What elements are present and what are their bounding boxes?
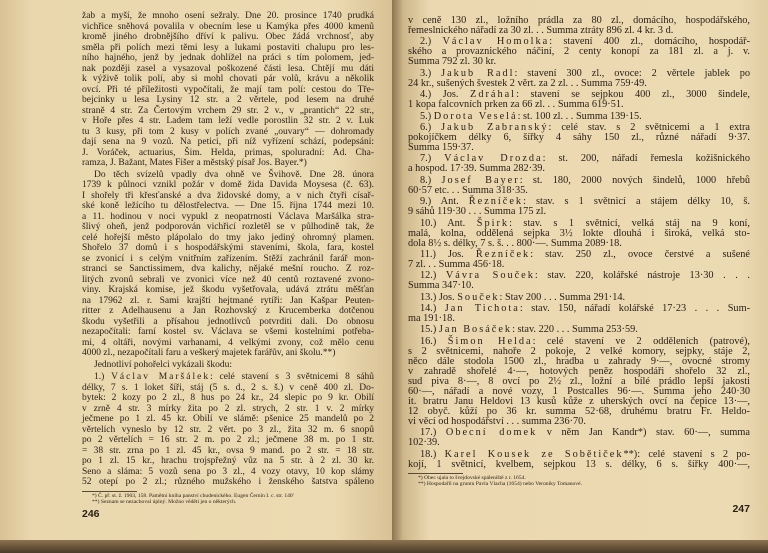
line-text: dají sena na 9 vozů. Na petici, při níž vyřízení schází, podepsáni: <box>82 137 374 147</box>
line-text: Summa 159·37. <box>408 141 474 153</box>
text-line <box>82 64 374 75</box>
damage-entry <box>408 90 750 110</box>
line-text: : stav. s 1 světnicí, velká stáj na 9 koní, <box>509 217 750 229</box>
line-text: : Stav 200 . . . Summa 291·14. <box>499 291 626 303</box>
text-line <box>82 201 374 212</box>
line-text: I shořely tři křesťanské a dva židovské domy, a v nich čtyři císař- <box>82 190 374 201</box>
entry-name: Jakub Zabranský <box>441 121 549 133</box>
line-text: : stavení 400 zl., domácího, hospodář- <box>549 36 750 48</box>
line-text: 1739 k půlnoci vznikl požár v domě žida Davida Moysesa (č. 63). <box>82 180 374 191</box>
text-line <box>408 143 750 153</box>
line-text: v zrně 4 str. 3 mírky žita po 2 zl. strych, 2 str. 1 v. 2 mírky <box>82 403 374 414</box>
line-text: nak později zasel a vysazoval poškozené části lesa. Chtějí mu dáti <box>82 63 374 74</box>
line-text: 60·—, nářadí a nové vozy, 1 Postcalles 96·—. Summa jeho 240·30 <box>408 385 750 397</box>
text-line <box>408 281 750 291</box>
text-line <box>82 285 374 296</box>
line-text: mi, 4 oltáři, novými varhanami, 4 velkými zvony, což mělo cenu <box>82 337 374 348</box>
entry-number: 6.) <box>420 121 432 133</box>
damage-entry <box>408 112 750 122</box>
text-line <box>408 314 750 324</box>
page-number: 247 <box>732 503 750 516</box>
damage-entry <box>408 154 750 174</box>
line-text: a hospod. 17·39. Summa 282·39. <box>408 163 545 175</box>
entry-number: 15.) <box>420 324 437 336</box>
entry-name: Řezníček <box>475 248 531 260</box>
footnote-rule <box>408 473 463 474</box>
text-line <box>82 74 374 85</box>
entry-name: Václav Maršálek <box>111 372 211 383</box>
text-line <box>408 57 750 67</box>
line-text: žab a myší, že mnoho osení sežraly. Dne 20. prosince 1740 prudká <box>82 11 374 21</box>
text-line <box>82 477 374 488</box>
line-text: škodu vyšetřili a přísahou jednotlivců potvrditi dali. Do obnosu <box>82 316 374 327</box>
text-line <box>82 383 374 394</box>
line-text: 4000 zl., nezapočítali faru a veškerý majetek farářův, ani školu.**) <box>82 348 336 359</box>
text-line <box>82 11 374 22</box>
text-line <box>82 275 374 286</box>
text-line <box>82 327 374 338</box>
text-line <box>82 191 374 202</box>
line-text: 52 otepí po 2 zl.; různého mužského i ženského šatstva spáleno <box>82 477 374 488</box>
line-text: = 38 str. zrna po 1 zl. 45 kr., ovsa 9 mand. po 2 str. = 18 str. <box>82 445 374 456</box>
line-text: směla při polích mezi těmi lesy a lukami postaviti chalupu pro les- <box>82 42 374 53</box>
footnote: **) Seznam se nezachoval úplný. Možno věděti jen o některých. <box>92 499 237 506</box>
paragraph <box>408 16 750 36</box>
text-line <box>82 222 374 233</box>
text-line <box>82 348 374 359</box>
text-line <box>82 296 374 307</box>
text-line <box>408 304 750 314</box>
line-text: : stav. 250 zl., ovoce čerstvé a sušené <box>530 248 751 260</box>
entry-number: 11.) Jos. <box>420 248 464 260</box>
text-line <box>408 100 750 110</box>
text-line <box>82 414 374 425</box>
book-edge <box>0 540 768 553</box>
line-text: Jednotliví pohořelci vykázali škodu: <box>94 360 232 371</box>
text-line <box>408 428 750 438</box>
text-line <box>82 32 374 43</box>
paragraph <box>82 360 374 371</box>
line-text: malá, kolna, oddělená sejpka 3½ lokte dlouhá i široká, velká sto- <box>408 227 750 239</box>
left-page-body <box>82 11 374 488</box>
text-line <box>82 467 374 478</box>
entry-number: 12.) <box>420 270 437 282</box>
text-line <box>408 293 750 303</box>
paragraph <box>82 11 374 169</box>
entry-number: 8.) <box>420 174 432 186</box>
line-text: celé hořejší město plápolalo do tmy jako jediný ohromný plamen. <box>82 232 374 243</box>
right-page-body <box>408 16 750 470</box>
line-text: sud piva 8·—, 8 ovcí po 2½ zl., ložní a bílé prádlo lepší jakosti <box>408 375 750 387</box>
line-text: pokojíčkem délky 6, šířky 4 sáhy 150 zl., různé nářadí 9·37. <box>408 131 750 143</box>
line-text: ního hajného, jenž by jednak dohlížel na práci s tím polomem, jed- <box>82 53 374 63</box>
line-text: v zahradě shořelé 4·—, hotových peněz hospodáři shořelo 32 zl., <box>408 365 750 377</box>
line-text: nezapočítali: farní kostel sv. Václava se všemi kostelními potřeba- <box>82 327 374 338</box>
text-line <box>408 207 750 217</box>
line-text: 102·39. <box>408 437 440 449</box>
text-line <box>82 306 374 317</box>
text-line <box>408 112 750 122</box>
text-line <box>82 85 374 96</box>
entry-number: 18.) <box>420 448 437 460</box>
line-text: 7 zl. . . Summa 456·18. <box>408 258 505 270</box>
line-text: kromě jiného drobnějšího dříví k palivu. Obec žádá vrchnosť, aby <box>82 32 374 42</box>
entry-name: Jan Bosáček <box>438 324 513 336</box>
entry-name: Souček <box>457 291 500 303</box>
line-text: ského a provaznického náčiní, 2 centy konopí za 181 zl. a j. v. <box>408 46 750 58</box>
line-text: věrtelích vyneslo by 12 str. 2 věrt. po 3 zl., žita 32 m. 6 snopů <box>82 424 374 435</box>
line-text: Do těch svízelů vpadly dva ohně ve Švihově. Dne 28. února <box>94 169 374 180</box>
text-line <box>82 254 374 265</box>
line-text: po 2 věrtelích = 16 str. 2 m. po 2 zl.; ječmene 38 m. po 1 str. <box>82 435 374 446</box>
line-text: : celé stav. s 2 světnicemi a 1 extra <box>548 121 750 133</box>
entry-number: 7.) <box>420 153 432 165</box>
line-text: ovcí. Při té příležitosti vypočítali, že mají tam polí: cestou do Tře- <box>82 84 374 95</box>
text-line <box>408 164 750 174</box>
text-line <box>82 317 374 328</box>
left-page <box>0 0 392 540</box>
entry-number: 16.) <box>420 335 437 347</box>
line-text: Summa 347·10. <box>408 280 474 292</box>
text-line <box>82 22 374 33</box>
line-text: : st. 200, nářadí řemesla kožišnického <box>542 153 750 165</box>
damage-entry <box>408 250 750 270</box>
text-line <box>82 446 374 457</box>
text-line <box>82 43 374 54</box>
text-line <box>82 264 374 275</box>
text-line <box>82 158 374 169</box>
damage-entry <box>408 197 750 217</box>
entry-number: 14.) <box>420 303 437 315</box>
text-line <box>82 425 374 436</box>
damage-entry <box>408 450 750 470</box>
entry-number: 9.) Ant. <box>420 196 459 208</box>
paragraph <box>82 170 374 359</box>
text-line <box>408 438 750 448</box>
text-line <box>82 212 374 223</box>
text-line <box>82 116 374 127</box>
text-line <box>82 180 374 191</box>
text-line <box>82 338 374 349</box>
line-text: : stavení se sejpkou 400 zl., 3000 šindele, <box>516 89 751 101</box>
line-text: : stavení 300 zl., ovoce: 2 věrtele jablek po <box>514 67 751 79</box>
line-text: ma 191·18. <box>408 313 455 325</box>
line-text: 12 obyč. kůží po 36 kr. summa 52·68, druhému bratru Fr. Heldo- <box>408 405 750 417</box>
entry-name: Jan Tichota <box>444 303 520 315</box>
left-footnotes <box>82 491 374 506</box>
entry-name: Špirk <box>476 217 510 229</box>
line-text: ječmene po 1 zl. 45 kr. Obilí ve slámě: pšenice 25 mandelů po 2 <box>82 414 374 425</box>
text-line <box>82 106 374 117</box>
line-text: bytek: 2 kozy po 2 zl., 8 hus po 24 kr., 24 slepic po 9 kr. Obilí <box>82 393 374 404</box>
left-page-column <box>82 11 374 520</box>
line-text: kojí, 1 světnicí, kvelbem, sejpkou 13 s. délky, 6 s. šířky 400·—, <box>408 458 750 470</box>
line-text: : celé stavení ve 2 odděleních (patrové), <box>532 335 750 347</box>
entry-name: Václav Drozda <box>444 153 543 165</box>
footnote: **) Hospodařil na gruntu Pavla Vlacha (1654) nebo Veroniky Tomanové. <box>418 481 582 488</box>
line-text: ramza, J. Bažant, Mates Fišer a městský písař Jos. Bayer.*) <box>82 158 307 168</box>
line-text: : celé stavení s 3 světnicemi 8 sáhů <box>210 372 375 383</box>
text-line <box>82 148 374 159</box>
text-line <box>408 260 750 270</box>
line-text: řemeslnického nářadí za 30 zl. . . Summa ztráty 896 zl. 4 kr. 3 d. <box>408 25 674 36</box>
text-line <box>82 170 374 181</box>
damage-entry <box>408 325 750 335</box>
line-text: a 11. hodinou v noci vypukl z neopatrnosti Václava Maršálka stra- <box>82 211 374 222</box>
entry-number: 3.) <box>420 67 432 79</box>
entry-number: 10.) Ant. <box>420 217 466 229</box>
line-text: po 1 zl. 15 kr., hrachu trojspřežný vůz na 5 str. à 2 zl. 30 kr. <box>82 456 374 467</box>
line-text: stranci se Sanctissimem, dva kalichy, nějaké mešní roucho. Z roz- <box>82 264 374 275</box>
text-line <box>82 127 374 138</box>
line-text: : stav. 220 . . . Summa 253·59. <box>512 324 638 336</box>
line-text: viny. Krajská komise, jež škodu vyšetřovala, udává ztrátu měšťan <box>82 285 374 296</box>
text-line <box>82 53 374 64</box>
line-text: tu 3 kusy, při tom 2 kusy v polích zvané „ouvary“ — dohromady <box>82 126 374 137</box>
text-line <box>82 435 374 446</box>
damage-entry <box>408 37 750 67</box>
line-text: vichřice sněhová povalila v obecním lese u Kamýka přes 4000 kmenů <box>82 21 374 32</box>
text-line <box>408 460 750 470</box>
line-text: k výživě tolik polí, aby si mohl chovati pár volů, krávu a několik <box>82 74 374 84</box>
line-text: 9 sáhů 119·30 . . . Summa 175 zl. <box>408 206 547 218</box>
line-text: 1 kopa falcovních prken za 66 zl. . . Summa 619·51. <box>408 99 624 111</box>
line-text: dola 8½ s. délky, 7 s. š. . . 800·—. Summa 2089·18. <box>408 237 622 249</box>
footnote: *) Č. př. st. ž. 1903, 158. Pamětní kniha panství chudenického. Eugen Černín I. c. str. 140' <box>92 492 294 499</box>
damage-entry <box>408 337 750 427</box>
text-line <box>82 233 374 244</box>
damage-entry <box>408 304 750 324</box>
line-text: : st. 180, 2000 nových šindelů, 1000 hřebů <box>519 174 750 186</box>
damage-entry <box>408 69 750 89</box>
line-text: J. Voráček, actuarius, Šim. Helda, primas, spoluradní: Ad. Cha- <box>82 147 374 158</box>
page-number: 246 <box>82 508 100 521</box>
damage-entry <box>408 123 750 153</box>
footnote: *) Obec ujala to švejdovské spáleniště z r. 1654. <box>418 474 526 481</box>
line-text: něco dále stodola 1500 zl., hradba u zahrady 9·—, ovocné stromy <box>408 355 750 367</box>
line-text: 24 kr., sušených švestek 2 věrt. za 2 zl. . . Summa 759·49. <box>408 77 647 89</box>
line-text: ritter z Adelhausenu a Jan Rozhovský z Krucemberka dotčenou <box>82 306 374 317</box>
entry-name: Josef Bayer <box>441 174 520 186</box>
entry-name: Řezníček <box>468 196 524 208</box>
text-line <box>82 393 374 404</box>
entry-number: 1.) <box>94 372 105 383</box>
entry-name: Karel Kousek ze Sobětiček <box>444 448 624 460</box>
line-text: : stav. 220, kolářské nástroje 13·30 . . . <box>534 270 750 282</box>
text-line <box>408 325 750 335</box>
line-text: it. bratru Janu Heldovi 13 kusů kůže z uherských ovcí na čepice 13·—, <box>408 395 750 407</box>
line-text: 60·57 etc. . . Summa 318·35. <box>408 184 528 196</box>
entry-number: 13.) Jos. <box>420 291 455 303</box>
text-line <box>408 26 750 36</box>
line-text: v něm Jan Kandr*) stav. 60·—, summa <box>537 427 750 439</box>
line-text: vi věcí od hospodářství . . . summa 236·70. <box>408 415 586 427</box>
line-text: straně 4 str. Za Čertovým vrchem 29 str. 2 v., v „prantich“ 22 str., <box>82 105 374 116</box>
entry-name: Vávra Souček <box>445 270 535 282</box>
entry-number: 2.) <box>420 36 432 48</box>
line-text: : stav. s 1 světnicí a stájem délky 10, š. <box>523 196 750 208</box>
text-line <box>82 456 374 467</box>
entry-number: 4.) Jos. <box>420 89 459 101</box>
damage-entry <box>408 271 750 291</box>
entry-name: Václav Homolka <box>442 36 550 48</box>
right-page <box>392 0 768 540</box>
line-text: na 17962 zl. r. Sami krajští hejtmané rytíři: Jan Kašpar Peuten- <box>82 295 374 306</box>
line-text: Shořelo 37 domů i s hospodářskými staveními, škola, fara, kostel <box>82 243 374 254</box>
damage-entry <box>408 293 750 303</box>
entry-number: 5.) <box>420 110 432 122</box>
line-text: bejcinky u lesa Lysiny 12 str. a 2 věrtele, pod lesem na druhé <box>82 95 374 105</box>
line-text: Summa 792 zl. 30 kr. <box>408 56 497 68</box>
line-text: Seno a sláma: 5 vozů sena po 3 zl., 4 vozy otavy, 10 kop slámy <box>82 466 374 477</box>
damage-entry <box>82 372 374 488</box>
damage-entry <box>408 176 750 196</box>
entry-name: Šimon Helda <box>447 335 533 347</box>
footnote-rule <box>82 491 137 492</box>
line-text: s 2 světnicemi, nahoře 2 pokoje, 2 velké komory, sejpky, stáje 2, <box>408 345 750 357</box>
entry-name: Jakub Radl <box>441 67 515 79</box>
entry-name: Zdráhal <box>470 89 517 101</box>
text-line <box>408 186 750 196</box>
right-footnotes <box>408 473 750 488</box>
entry-number: 17.) <box>420 427 437 439</box>
line-text: se zvonicí i s celým vnitřním zařízením. Stěží zachránil farář mon- <box>82 253 374 264</box>
right-page-column <box>408 16 750 515</box>
text-line <box>82 372 374 383</box>
line-text: : stav. 150, nářadí kolářské 17·23 . . . Sum- <box>519 303 751 315</box>
line-text: **): celé stavení s 2 po- <box>623 448 751 460</box>
line-text: šlivý oheň, jenž podporován vichřicí rozletěl se v půlhodině tak, že <box>82 222 374 233</box>
text-line <box>82 95 374 106</box>
line-text: v Hoře přes 4 str. Ladem tam leží vedle porostlin 32 str. 2 v. Luk <box>82 116 374 126</box>
entry-name: Obecní domek <box>445 427 538 439</box>
text-line <box>82 360 374 371</box>
text-line <box>408 79 750 89</box>
text-line <box>408 417 750 427</box>
entry-name: Dorota Veselá <box>433 110 518 122</box>
damage-entry <box>408 428 750 448</box>
line-text: délky, 7 s. 1 loket šíři, stáj (5 s. d., 2 s. š.) v ceně 400 zl. Do- <box>82 382 374 393</box>
text-line <box>408 239 750 249</box>
text-line <box>82 243 374 254</box>
text-line <box>82 404 374 415</box>
line-text: v ceně 130 zl., ložního prádla za 80 zl., domácího, hospodářského, <box>408 15 750 26</box>
damage-entry <box>408 219 750 249</box>
line-text: : st. 100 zl. . . Summa 139·15. <box>517 110 642 122</box>
line-text: litých zvonů sebrali ve zvonici více než 40 centů roztavené zvono- <box>82 274 374 285</box>
text-line <box>82 137 374 148</box>
line-text: ské koně ležícího tu dělostřelectva. — Dne 15. října 1744 mezi 10. <box>82 201 374 212</box>
